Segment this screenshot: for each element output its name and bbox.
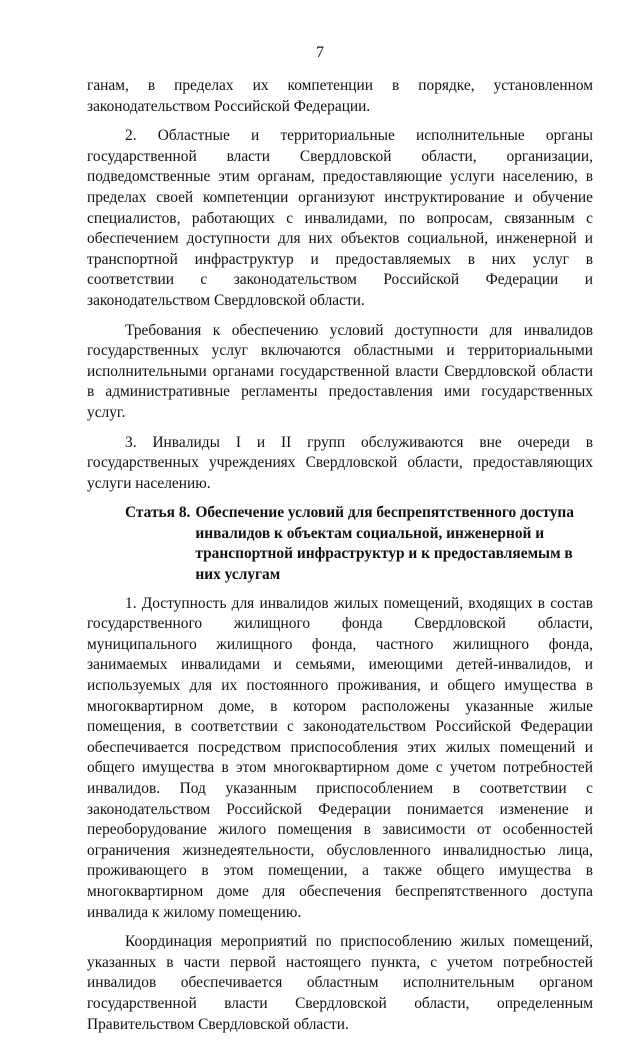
document-body [87,76,593,1044]
article-heading [87,503,593,585]
article-title: Обеспечение условий для беспрепятственного доступа инвалидов к объектам социальной, инженерной и транспортной инфраструктур и к предоставляемым в них услугам [195,504,574,584]
paragraph-item-3: 3. Инвалиды I и II групп обслуживаются вне очереди в государственных учреждениях Свердловской области, предоставляющих услуги населению. [87,433,593,492]
page-number: 7 [316,44,324,61]
paragraph-continuation: ганам, в пределах их компетенции в порядке, установленном законодательством Российской Федерации. [87,77,593,115]
paragraph-article-8-item-1: 1. Доступность для инвалидов жилых помещений, входящих в состав государственного жилищного фонда Свердловской области, муниципального жилищного фонда, частного жилищного фонда, занимаемых инвалидами и семьями, имеющими детей-инвалидов, и используемых для их постоянного проживания, и общего имущества в многоквартирном доме, в котором расположены указанные жилые помещения, в соответствии с законодательством Российской Федерации обеспечивается посредством приспособления этих жилых помещений и общего имущества в этом многоквартирном доме с учетом потребностей инвалидов. Под указанным приспособлением в соответствии с законодательством Российской Федерации понимается изменение и переоборудование жилого помещения в зависимости от особенностей ограничения жизнедеятельности, обусловленного инвалидностью лица, проживающего в этом помещении, а также общего имущества в многоквартирном доме для обеспечения беспрепятственного доступа инвалида к жилому помещению. [87,594,593,921]
paragraph-requirements: Требования к обеспечению условий доступности для инвалидов государственных услуг включаются областными и территориальными исполнительными органами государственной власти Свердловской области в административные регламенты предоставления ими государственных услуг. [87,321,593,421]
paragraph-coordination: Координация мероприятий по приспособлению жилых помещений, указанных в части первой настоящего пункта, с учетом потребностей инвалидов обеспечивается областным исполнительным органом государственной власти Свердловской области, определенным Правительством Свердловской области. [87,933,593,1033]
paragraph-item-2: 2. Областные и территориальные исполнительные органы государственной власти Свердловской области, организации, подведомственные этим органам, предоставляющие услуги населению, в пределах своей компетенции организуют инструктирование и обучение специалистов, работающих с инвалидами, по вопросам, связанным с обеспечением доступности для них объектов социальной, инженерной и транспортной инфраструктур и предоставляемых в них услуг в соответствии с законодательством Российской Федерации и законодательством Свердловской области. [87,127,593,309]
article-label: Статья 8. [125,504,191,522]
